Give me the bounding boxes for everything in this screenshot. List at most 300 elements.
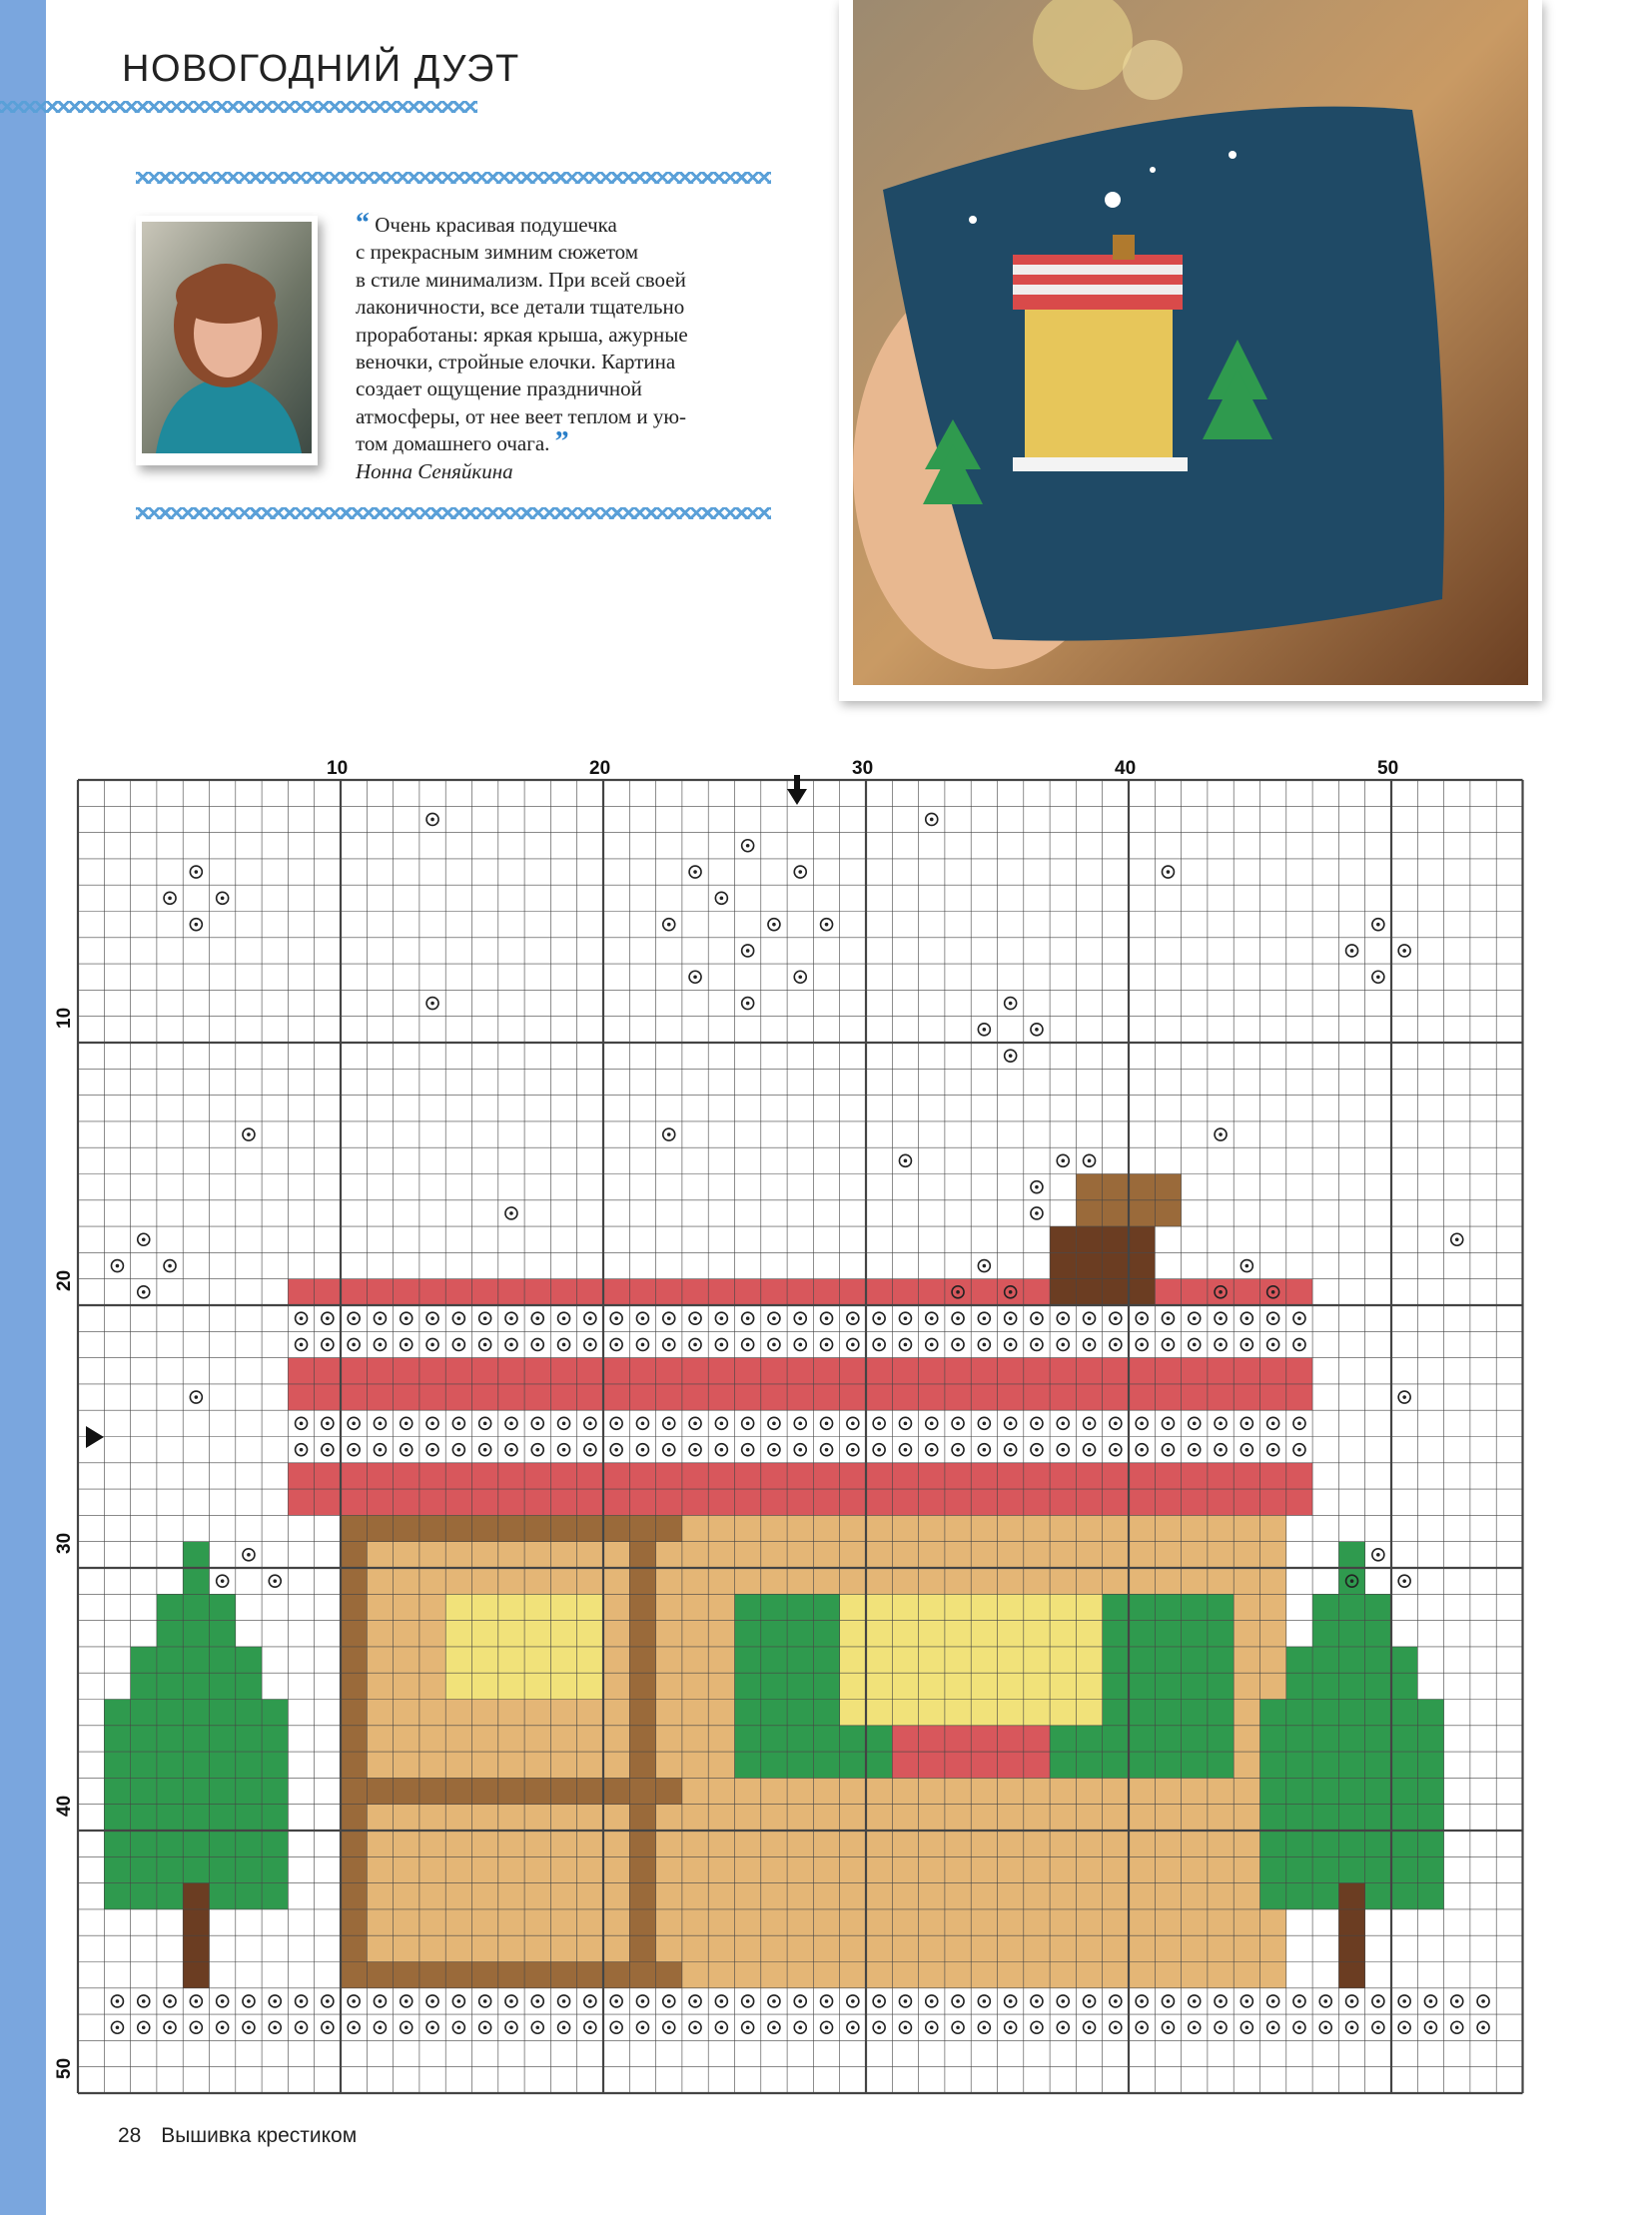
roof-stitch <box>1024 1489 1050 1515</box>
wall-stitch <box>945 1805 971 1831</box>
door-frame-stitch <box>472 1778 498 1804</box>
snow-stitch-symbol <box>457 1999 461 2003</box>
magazine-name: Вышивка крестиком <box>161 2124 358 2147</box>
door-wall-stitch <box>577 1831 603 1856</box>
wall-stitch <box>813 1778 839 1804</box>
wall-stitch <box>1182 1568 1208 1594</box>
door-wall-stitch <box>550 1883 576 1909</box>
roof-stitch <box>1103 1489 1129 1515</box>
roof-stitch <box>603 1463 629 1489</box>
door-frame-stitch <box>577 1778 603 1804</box>
roof-stitch <box>761 1384 787 1410</box>
window-stitch <box>524 1621 550 1647</box>
tree-trunk-stitch <box>183 1883 209 1909</box>
door-wall-stitch <box>394 1647 419 1673</box>
snow-stitch-symbol <box>746 1422 750 1426</box>
door-frame-stitch <box>577 1962 603 1988</box>
wall-stitch <box>892 1962 918 1988</box>
door-wall-stitch <box>367 1700 393 1726</box>
door-wall-stitch <box>524 1568 550 1594</box>
wreath-stitch <box>1182 1700 1208 1726</box>
snow-stitch-symbol <box>1088 1448 1092 1452</box>
roof-stitch <box>629 1358 655 1384</box>
roof-stitch <box>472 1279 498 1305</box>
tree-stitch <box>1391 1673 1417 1699</box>
wall-stitch <box>682 1883 708 1909</box>
door-frame-stitch <box>656 1962 682 1988</box>
roof-stitch <box>682 1463 708 1489</box>
snow-stitch-symbol <box>667 1448 671 1452</box>
tree-stitch <box>131 1700 157 1726</box>
wall-stitch <box>735 1909 761 1935</box>
wreath-stitch <box>1103 1594 1129 1620</box>
snow-stitch-symbol <box>588 1999 592 2003</box>
snow-stitch-symbol <box>142 2025 146 2029</box>
snow-stitch-symbol <box>930 1422 934 1426</box>
wreath-stitch <box>787 1647 813 1673</box>
door-wall-stitch <box>445 1831 471 1856</box>
snow-stitch-symbol <box>1088 1159 1092 1163</box>
door-wall-stitch <box>394 1700 419 1726</box>
wall-stitch <box>735 1805 761 1831</box>
wall-stitch <box>1129 1883 1155 1909</box>
wall-stitch <box>1076 1515 1102 1541</box>
door-wall-stitch <box>419 1831 445 1856</box>
window-stitch <box>550 1647 576 1673</box>
bow-stitch <box>892 1726 918 1752</box>
snow-stitch-symbol <box>535 1422 539 1426</box>
wall-stitch <box>682 1935 708 1961</box>
wall-stitch <box>866 1805 892 1831</box>
chimney-stitch <box>1129 1174 1155 1200</box>
tree-stitch <box>131 1673 157 1699</box>
tree-stitch <box>1312 1726 1338 1752</box>
roof-stitch <box>367 1463 393 1489</box>
roof-stitch <box>577 1489 603 1515</box>
tree-stitch <box>236 1647 262 1673</box>
door-frame-stitch <box>656 1778 682 1804</box>
door-frame-stitch <box>472 1515 498 1541</box>
page-number: 28 <box>118 2124 142 2147</box>
wall-stitch <box>1260 1594 1286 1620</box>
snow-stitch-symbol <box>798 975 802 979</box>
tree-stitch <box>1417 1856 1443 1882</box>
tree-stitch <box>1260 1778 1286 1804</box>
snow-stitch-symbol <box>562 1999 566 2003</box>
tree-stitch <box>236 1831 262 1856</box>
door-frame-stitch <box>603 1515 629 1541</box>
snow-stitch-symbol <box>247 1999 251 2003</box>
snow-stitch-symbol <box>614 2025 618 2029</box>
snow-stitch-symbol <box>1271 1999 1275 2003</box>
roof-stitch <box>892 1279 918 1305</box>
snow-stitch-symbol <box>983 1028 987 1032</box>
snow-stitch-symbol <box>1455 1237 1459 1241</box>
snow-stitch-symbol <box>300 1422 304 1426</box>
wreath-stitch <box>1155 1647 1181 1673</box>
wall-stitch <box>682 1962 708 1988</box>
door-wall-stitch <box>472 1805 498 1831</box>
door-frame-stitch <box>550 1778 576 1804</box>
wall-stitch <box>787 1883 813 1909</box>
wall-stitch <box>919 1935 945 1961</box>
door-wall-stitch <box>550 1752 576 1778</box>
tree-stitch <box>1312 1700 1338 1726</box>
snow-stitch-symbol <box>1009 1343 1013 1347</box>
wall-stitch <box>1024 1542 1050 1568</box>
snow-stitch-symbol <box>1219 1316 1223 1320</box>
door-wall-stitch <box>550 1568 576 1594</box>
snow-stitch-symbol <box>667 1316 671 1320</box>
roof-stitch <box>945 1358 971 1384</box>
wall-stitch <box>892 1909 918 1935</box>
wall-stitch <box>1024 1909 1050 1935</box>
tree-stitch <box>1286 1673 1312 1699</box>
door-wall-stitch <box>419 1568 445 1594</box>
roof-stitch <box>1076 1384 1102 1410</box>
snow-stitch-symbol <box>1009 1002 1013 1006</box>
door-frame-stitch <box>367 1778 393 1804</box>
wreath-stitch <box>1182 1752 1208 1778</box>
wall-stitch <box>1260 1909 1286 1935</box>
window-stitch <box>1050 1647 1076 1673</box>
wreath-stitch <box>1155 1700 1181 1726</box>
tree-stitch <box>1260 1831 1286 1856</box>
door-frame-stitch <box>341 1935 367 1961</box>
snow-stitch-symbol <box>300 2025 304 2029</box>
wall-stitch <box>787 1831 813 1856</box>
snow-stitch-symbol <box>1350 949 1354 953</box>
snow-stitch-symbol <box>1402 1579 1406 1583</box>
snow-stitch-symbol <box>1271 1448 1275 1452</box>
tree-trunk-stitch <box>1338 1909 1364 1935</box>
door-wall-stitch <box>524 1883 550 1909</box>
door-wall-stitch <box>472 1909 498 1935</box>
door-frame-stitch <box>629 1778 655 1804</box>
tree-trunk-stitch <box>1338 1883 1364 1909</box>
window-stitch <box>524 1594 550 1620</box>
snow-stitch-symbol <box>326 1343 330 1347</box>
door-frame-stitch <box>341 1883 367 1909</box>
door-wall-stitch <box>577 1935 603 1961</box>
door-wall-stitch <box>419 1856 445 1882</box>
wall-stitch <box>1234 1909 1259 1935</box>
snow-stitch-symbol <box>1219 1422 1223 1426</box>
snow-stitch-symbol <box>1061 1316 1065 1320</box>
door-wall-stitch <box>577 1542 603 1568</box>
door-frame-stitch <box>603 1962 629 1988</box>
wall-stitch <box>1155 1515 1181 1541</box>
wall-stitch <box>813 1515 839 1541</box>
window-stitch <box>840 1594 866 1620</box>
snow-stitch-symbol <box>904 1999 908 2003</box>
author-portrait <box>136 216 318 465</box>
tree-stitch <box>1312 1752 1338 1778</box>
wall-stitch <box>813 1805 839 1831</box>
door-frame-stitch <box>341 1542 367 1568</box>
snow-stitch-symbol <box>1481 1999 1485 2003</box>
bow-stitch <box>971 1726 997 1752</box>
wall-stitch <box>1050 1515 1076 1541</box>
roof-stitch <box>1182 1279 1208 1305</box>
tree-stitch <box>1338 1752 1364 1778</box>
wall-stitch <box>735 1778 761 1804</box>
wreath-stitch <box>787 1594 813 1620</box>
snow-stitch-symbol <box>983 1343 987 1347</box>
roof-stitch <box>1182 1489 1208 1515</box>
wall-stitch <box>1260 1568 1286 1594</box>
roof-stitch <box>315 1358 341 1384</box>
window-stitch <box>892 1594 918 1620</box>
wall-stitch <box>840 1962 866 1988</box>
wall-stitch <box>761 1909 787 1935</box>
wall-stitch <box>787 1515 813 1541</box>
roof-stitch <box>524 1489 550 1515</box>
door-wall-stitch <box>577 1856 603 1882</box>
tree-stitch <box>1312 1594 1338 1620</box>
snow-stitch-symbol <box>116 1264 120 1268</box>
wall-stitch <box>735 1962 761 1988</box>
tree-stitch <box>183 1542 209 1568</box>
chimney-stitch <box>1050 1252 1076 1278</box>
snow-stitch-symbol <box>851 1422 855 1426</box>
snow-stitch-symbol <box>1088 1343 1092 1347</box>
door-frame-stitch <box>341 1621 367 1647</box>
snow-stitch-symbol <box>326 1999 330 2003</box>
door-wall-stitch <box>498 1700 524 1726</box>
snow-stitch-symbol <box>116 1999 120 2003</box>
window-stitch <box>840 1700 866 1726</box>
snow-stitch-symbol <box>221 897 225 901</box>
tree-stitch <box>1338 1542 1364 1568</box>
roof-stitch <box>656 1489 682 1515</box>
wall-stitch <box>708 1673 734 1699</box>
window-stitch <box>1050 1673 1076 1699</box>
door-wall-stitch <box>472 1883 498 1909</box>
roof-stitch <box>1260 1358 1286 1384</box>
snow-stitch-symbol <box>877 1448 881 1452</box>
window-stitch <box>472 1647 498 1673</box>
roof-stitch <box>971 1463 997 1489</box>
wall-stitch <box>787 1805 813 1831</box>
tree-stitch <box>210 1752 236 1778</box>
chimney-stitch <box>1076 1279 1102 1305</box>
snow-stitch-symbol <box>1114 2025 1118 2029</box>
wall-stitch <box>708 1752 734 1778</box>
door-wall-stitch <box>445 1752 471 1778</box>
window-stitch <box>971 1594 997 1620</box>
snow-stitch-symbol <box>720 1422 724 1426</box>
wall-stitch <box>1155 1831 1181 1856</box>
title-divider <box>0 101 477 113</box>
roof-stitch <box>708 1463 734 1489</box>
wreath-stitch <box>1155 1594 1181 1620</box>
snow-stitch-symbol <box>772 2025 776 2029</box>
roof-stitch <box>629 1463 655 1489</box>
wreath-stitch <box>1208 1726 1234 1752</box>
wall-stitch <box>735 1515 761 1541</box>
wall-stitch <box>682 1805 708 1831</box>
wall-stitch <box>708 1883 734 1909</box>
wall-stitch <box>919 1856 945 1882</box>
close-quote-icon: ” <box>554 426 569 458</box>
tree-stitch <box>1365 1752 1391 1778</box>
snow-stitch-symbol <box>1429 1999 1433 2003</box>
tree-stitch <box>1417 1700 1443 1726</box>
wall-stitch <box>1024 1515 1050 1541</box>
snow-stitch-symbol <box>720 1343 724 1347</box>
snow-stitch-symbol <box>1297 1343 1301 1347</box>
tree-trunk-stitch <box>1338 1935 1364 1961</box>
door-wall-stitch <box>656 1542 682 1568</box>
door-wall-stitch <box>498 1726 524 1752</box>
wall-stitch <box>735 1856 761 1882</box>
wall-stitch <box>1129 1542 1155 1568</box>
tree-stitch <box>1365 1647 1391 1673</box>
wall-stitch <box>971 1515 997 1541</box>
door-wall-stitch <box>603 1752 629 1778</box>
window-stitch <box>498 1621 524 1647</box>
tree-stitch <box>1417 1805 1443 1831</box>
chimney-stitch <box>1103 1252 1129 1278</box>
wreath-stitch <box>1129 1752 1155 1778</box>
window-stitch <box>472 1594 498 1620</box>
window-stitch <box>498 1594 524 1620</box>
y-tick-label: 20 <box>54 1269 75 1291</box>
chimney-stitch <box>1103 1200 1129 1226</box>
door-frame-stitch <box>550 1962 576 1988</box>
page-title: НОВОГОДНИЙ ДУЭТ <box>122 48 520 90</box>
snow-stitch-symbol <box>1323 2025 1327 2029</box>
door-wall-stitch <box>394 1568 419 1594</box>
roof-stitch <box>472 1489 498 1515</box>
wall-stitch <box>1208 1856 1234 1882</box>
snow-stitch-symbol <box>877 1316 881 1320</box>
quote-divider-top <box>136 172 771 184</box>
snow-stitch-symbol <box>430 1422 434 1426</box>
snow-stitch-symbol <box>904 1448 908 1452</box>
roof-stitch <box>1208 1463 1234 1489</box>
snow-stitch-symbol <box>1061 1448 1065 1452</box>
wall-stitch <box>1234 1726 1259 1752</box>
wreath-stitch <box>761 1752 787 1778</box>
door-wall-stitch <box>498 1856 524 1882</box>
window-stitch <box>866 1700 892 1726</box>
wall-stitch <box>682 1542 708 1568</box>
window-stitch <box>945 1700 971 1726</box>
roof-stitch <box>288 1384 314 1410</box>
snow-stitch-symbol <box>1350 1579 1354 1583</box>
tree-stitch <box>1312 1856 1338 1882</box>
wall-stitch <box>971 1962 997 1988</box>
door-wall-stitch <box>550 1805 576 1831</box>
door-wall-stitch <box>603 1568 629 1594</box>
roof-stitch <box>1103 1463 1129 1489</box>
snow-stitch-symbol <box>142 1290 146 1294</box>
door-wall-stitch <box>367 1883 393 1909</box>
snow-stitch-symbol <box>352 2025 356 2029</box>
roof-stitch <box>498 1279 524 1305</box>
tree-stitch <box>1286 1726 1312 1752</box>
tree-stitch <box>210 1726 236 1752</box>
door-frame-stitch <box>341 1515 367 1541</box>
wreath-stitch <box>1076 1726 1102 1752</box>
roof-stitch <box>1155 1463 1181 1489</box>
tree-stitch <box>1391 1726 1417 1752</box>
door-wall-stitch <box>367 1935 393 1961</box>
window-stitch <box>919 1647 945 1673</box>
snow-stitch-symbol <box>221 2025 225 2029</box>
roof-stitch <box>524 1463 550 1489</box>
tree-stitch <box>236 1856 262 1882</box>
snow-stitch-symbol <box>430 2025 434 2029</box>
wreath-stitch <box>1155 1752 1181 1778</box>
wreath-stitch <box>1208 1594 1234 1620</box>
tree-stitch <box>236 1673 262 1699</box>
snow-stitch-symbol <box>1167 1316 1171 1320</box>
snow-stitch-symbol <box>535 1448 539 1452</box>
door-wall-stitch <box>656 1831 682 1856</box>
door-wall-stitch <box>445 1700 471 1726</box>
door-wall-stitch <box>603 1883 629 1909</box>
tree-stitch <box>157 1883 183 1909</box>
tree-stitch <box>1365 1778 1391 1804</box>
roof-stitch <box>998 1384 1024 1410</box>
snow-stitch-symbol <box>1009 1422 1013 1426</box>
snow-stitch-symbol <box>641 1422 645 1426</box>
wreath-stitch <box>1182 1647 1208 1673</box>
wreath-stitch <box>1103 1673 1129 1699</box>
roof-stitch <box>498 1489 524 1515</box>
snow-stitch-symbol <box>509 1999 513 2003</box>
wall-stitch <box>813 1883 839 1909</box>
wall-stitch <box>1129 1778 1155 1804</box>
snow-stitch-symbol <box>116 2025 120 2029</box>
snow-stitch-symbol <box>904 1343 908 1347</box>
roof-stitch <box>1182 1463 1208 1489</box>
wall-stitch <box>787 1568 813 1594</box>
snow-stitch-symbol <box>562 1448 566 1452</box>
tree-stitch <box>157 1778 183 1804</box>
door-wall-stitch <box>394 1831 419 1856</box>
door-wall-stitch <box>472 1700 498 1726</box>
tree-stitch <box>1391 1883 1417 1909</box>
door-wall-stitch <box>550 1935 576 1961</box>
wreath-stitch <box>866 1726 892 1752</box>
door-wall-stitch <box>367 1909 393 1935</box>
wall-stitch <box>761 1962 787 1988</box>
wall-stitch <box>1260 1515 1286 1541</box>
snow-stitch-symbol <box>588 1422 592 1426</box>
snow-stitch-symbol <box>1088 1316 1092 1320</box>
snow-stitch-symbol <box>1245 1999 1249 2003</box>
roof-stitch <box>498 1358 524 1384</box>
wall-stitch <box>682 1594 708 1620</box>
wall-stitch <box>866 1778 892 1804</box>
wall-stitch <box>866 1568 892 1594</box>
wreath-stitch <box>735 1673 761 1699</box>
snow-stitch-symbol <box>667 1422 671 1426</box>
wall-stitch <box>1103 1962 1129 1988</box>
snow-stitch-symbol <box>247 2025 251 2029</box>
door-frame-stitch <box>367 1962 393 1988</box>
wall-stitch <box>708 1647 734 1673</box>
window-stitch <box>445 1673 471 1699</box>
window-stitch <box>840 1673 866 1699</box>
wall-stitch <box>1208 1935 1234 1961</box>
snow-stitch-symbol <box>1167 1999 1171 2003</box>
snow-stitch-symbol <box>641 1316 645 1320</box>
